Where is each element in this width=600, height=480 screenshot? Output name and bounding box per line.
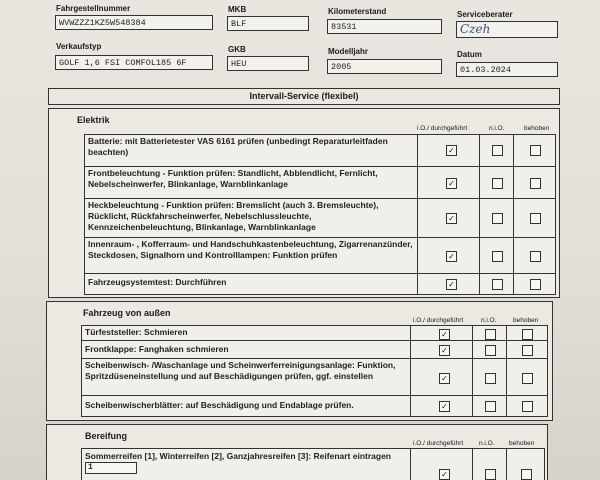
checkbox-nok[interactable]	[485, 373, 496, 384]
checkbox-ok[interactable]: ✓	[446, 251, 457, 262]
checkbox-ok[interactable]: ✓	[446, 178, 457, 189]
checkbox-nok[interactable]	[485, 345, 496, 356]
section-aussen-title: Fahrzeug von außen	[83, 308, 171, 318]
checkbox-nok[interactable]	[485, 329, 496, 340]
section-elektrik	[48, 108, 560, 298]
table-row	[81, 448, 545, 480]
cell-ok	[410, 449, 473, 480]
cell-fixed	[506, 449, 545, 480]
section-elektrik-title: Elektrik	[77, 115, 110, 125]
checkbox-ok[interactable]: ✓	[446, 145, 457, 156]
row-text: Heckbeleuchtung - Funktion prüfen: Bremslicht (auch 3. Bremsleuchte), Rücklicht, Rückfahrscheinwerfer, Nebelschlussleuchte, Kennzeichenbeleuchtung, Blinkanlage, Warnblinkanlage	[88, 200, 379, 232]
checkbox-nok[interactable]	[485, 401, 496, 412]
cell-ok	[417, 199, 480, 239]
row-text: Batterie: mit Batterietester VAS 6161 prüfen (unbedingt Reparaturleitfaden beachten)	[88, 136, 388, 157]
datum-field[interactable]: 01.03.2024	[456, 62, 558, 77]
checkbox-ok[interactable]: ✓	[439, 345, 450, 356]
gkb-field[interactable]: HEU	[227, 56, 309, 71]
cell-ok	[410, 396, 473, 416]
checkbox-nok[interactable]	[492, 279, 503, 290]
mkb-field[interactable]: BLF	[227, 16, 309, 31]
checkbox-ok[interactable]: ✓	[439, 401, 450, 412]
cell-fixed	[513, 238, 556, 275]
cell-nok	[479, 135, 514, 168]
cell-ok	[410, 359, 473, 397]
cell-fixed	[506, 396, 548, 416]
cell-fixed	[513, 274, 556, 294]
gkb-label: GKB	[228, 45, 246, 54]
cell-fixed	[513, 199, 556, 239]
table-row	[81, 395, 548, 417]
cell-nok	[479, 167, 514, 200]
modelljahr-field[interactable]: 2005	[327, 59, 442, 74]
km-label: Kilometerstand	[328, 7, 387, 16]
table-row	[84, 273, 556, 295]
checkbox-fixed[interactable]	[522, 329, 533, 340]
km-field[interactable]: 83531	[327, 19, 442, 34]
checkbox-ok[interactable]: ✓	[446, 213, 457, 224]
checkbox-nok[interactable]	[492, 145, 503, 156]
col-fixed-header: behoben	[509, 440, 535, 447]
fahrgestell-label: Fahrgestellnummer	[56, 4, 131, 13]
row-text: Innenraum- , Kofferraum- und Handschuhkastenbeleuchtung, Zigarrenanzünder, Steckdosen, Signalhorn und Kontrolllampen: Funktion prüfen	[88, 239, 413, 260]
row-text: Fahrzeugsystemtest: Durchführen	[88, 277, 227, 287]
checkbox-fixed[interactable]	[530, 279, 541, 290]
checkbox-fixed[interactable]	[530, 178, 541, 189]
section-bereifung	[46, 424, 548, 480]
section-aussen	[46, 301, 553, 421]
checkbox-nok[interactable]	[485, 469, 496, 480]
row-text-label: Sommerreifen [1], Winterreifen [2], Ganzjahresreifen [3]: Reifenart eintragen	[85, 451, 391, 461]
cell-fixed	[513, 135, 556, 168]
checkbox-nok[interactable]	[492, 213, 503, 224]
checkbox-ok[interactable]: ✓	[439, 329, 450, 340]
checkbox-fixed[interactable]	[522, 373, 533, 384]
col-nok-header: n.i.O.	[489, 125, 505, 132]
cell-nok	[472, 396, 507, 416]
table-row	[84, 134, 556, 169]
col-ok-header: i.O./ durchgeführt	[413, 440, 464, 447]
checkbox-fixed[interactable]	[522, 345, 533, 356]
row-text: Frontklappe: Fanghaken schmieren	[85, 344, 229, 354]
checkbox-fixed[interactable]	[530, 251, 541, 262]
col-nok-header: n.i.O.	[481, 317, 497, 324]
checkbox-fixed[interactable]	[521, 469, 532, 480]
checkbox-fixed[interactable]	[530, 145, 541, 156]
table-row	[84, 198, 556, 240]
table-row	[84, 166, 556, 201]
cell-ok	[417, 135, 480, 168]
cell-fixed	[506, 359, 548, 397]
row-text: Scheibenwischerblätter: auf Beschädigung und Endablage prüfen.	[85, 400, 354, 410]
interval-service-banner: Intervall-Service (flexibel)	[48, 88, 560, 105]
cell-nok	[479, 274, 514, 294]
checkbox-ok[interactable]: ✓	[446, 279, 457, 290]
datum-label: Datum	[457, 50, 482, 59]
col-fixed-header: behoben	[513, 317, 539, 324]
cell-nok	[472, 359, 507, 397]
checkbox-nok[interactable]	[492, 178, 503, 189]
table-row	[84, 237, 556, 276]
row-text	[85, 451, 405, 474]
verkaufstyp-label: Verkaufstyp	[56, 42, 102, 51]
checkbox-ok[interactable]: ✓	[439, 373, 450, 384]
cell-nok	[472, 449, 507, 480]
service-label: Serviceberater	[457, 10, 513, 19]
cell-ok	[417, 274, 480, 294]
mkb-label: MKB	[228, 5, 247, 14]
checkbox-fixed[interactable]	[530, 213, 541, 224]
checkbox-ok[interactable]: ✓	[439, 469, 450, 480]
col-fixed-header: behoben	[524, 125, 550, 132]
section-bereifung-title: Bereifung	[85, 431, 128, 441]
service-field[interactable]: Czeh	[456, 21, 558, 38]
row-text: Türfeststeller: Schmieren	[85, 327, 188, 337]
col-nok-header: n.i.O.	[479, 440, 495, 447]
cell-nok	[479, 238, 514, 275]
col-ok-header: i.O./ durchgeführt	[417, 125, 468, 132]
checkbox-nok[interactable]	[492, 251, 503, 262]
checkbox-fixed[interactable]	[522, 401, 533, 412]
table-row	[81, 358, 548, 398]
fahrgestell-field[interactable]: WVWZZZ1KZ5W548384	[55, 15, 213, 30]
cell-nok	[479, 199, 514, 239]
modelljahr-label: Modelljahr	[328, 47, 369, 56]
row-text: Frontbeleuchtung - Funktion prüfen: Standlicht, Abblendlicht, Fernlicht, Nebelscheinwerfer, Blinkanlage, Warnblinkanlage	[88, 168, 378, 189]
tire-type-field[interactable]: 1	[85, 462, 137, 474]
verkaufstyp-field[interactable]: GOLF 1,6 FSI COMFOL185 6F	[55, 55, 213, 70]
cell-fixed	[513, 167, 556, 200]
cell-ok	[417, 167, 480, 200]
cell-ok	[417, 238, 480, 275]
col-ok-header: i.O./ durchgeführt	[413, 317, 464, 324]
row-text: Scheibenwisch- /Waschanlage und Scheinwerferreinigungsanlage: Funktion, Spritzdüseneinstellung und auf Beschädigungen prüfen, ggf. einstellen	[85, 360, 396, 381]
